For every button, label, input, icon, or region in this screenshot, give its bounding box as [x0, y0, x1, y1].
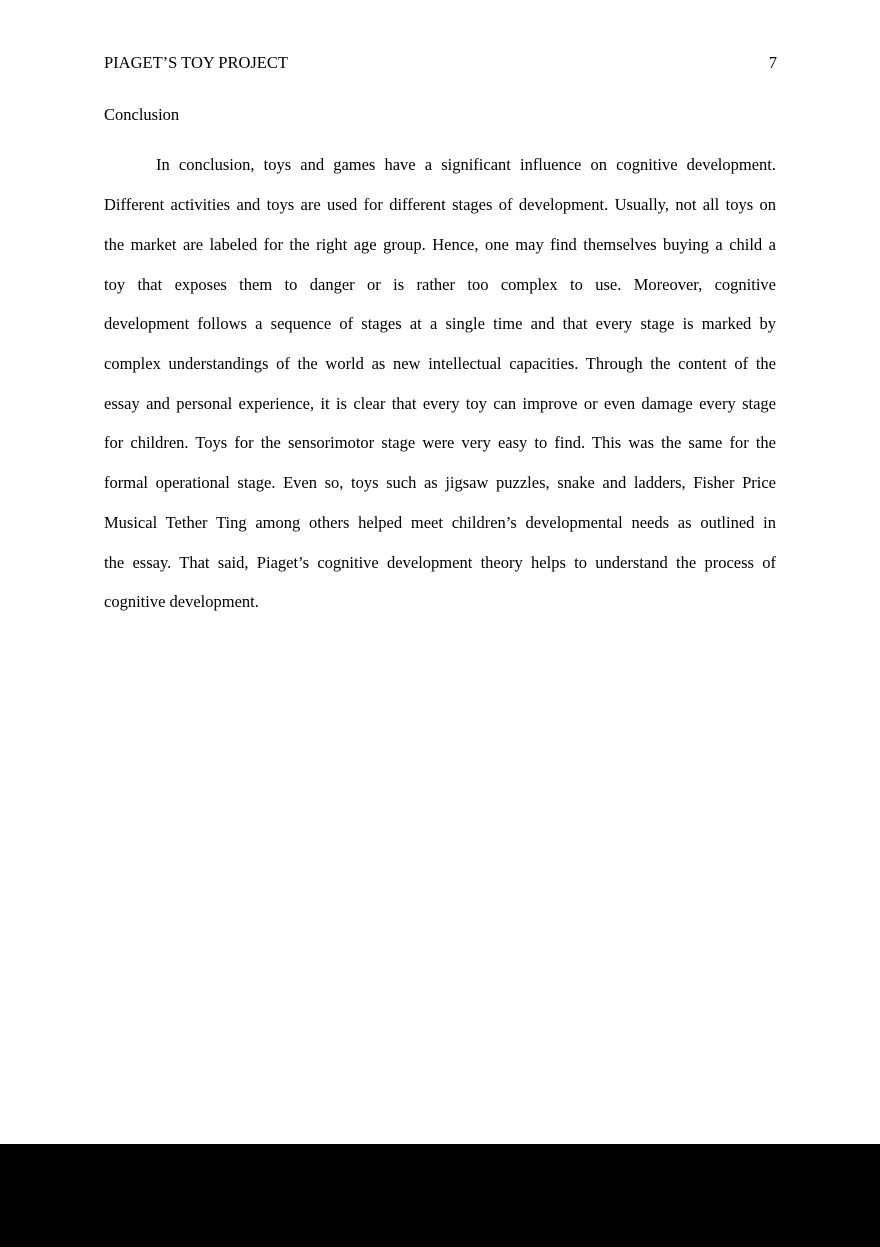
paragraph-line: toy that exposes them to danger or is rather too complex to use. Moreover, cognitive [104, 275, 776, 294]
paragraph-line: complex understandings of the world as new intellectual capacities. Through the content of the [104, 354, 776, 373]
paragraph-line: for children. Toys for the sensorimotor stage were very easy to find. This was the same for the [104, 433, 776, 452]
paragraph-line: essay and personal experience, it is clear that every toy can improve or even damage every stage [104, 394, 776, 413]
black-bottom-band [0, 1144, 880, 1247]
paragraph-line: In conclusion, toys and games have a significant influence on cognitive development. [156, 155, 776, 174]
section-heading: Conclusion [104, 105, 180, 124]
page-number: 7 [768, 53, 777, 72]
paragraph-line: Musical Tether Ting among others helped meet children’s developmental needs as outlined in [104, 513, 776, 532]
paragraph-line: formal operational stage. Even so, toys such as jigsaw puzzles, snake and ladders, Fisher Price [104, 473, 776, 492]
running-head: PIAGET’S TOY PROJECT [104, 53, 288, 72]
paragraph-line: Different activities and toys are used for different stages of development. Usually, not all toys on [104, 195, 776, 214]
paragraph-line: the market are labeled for the right age group. Hence, one may find themselves buying a child a [104, 235, 776, 254]
paragraph-line: the essay. That said, Piaget’s cognitive development theory helps to understand the process of [104, 553, 776, 572]
paragraph-line: cognitive development. [104, 592, 259, 611]
paragraph-line: development follows a sequence of stages at a single time and that every stage is marked by [104, 314, 776, 333]
